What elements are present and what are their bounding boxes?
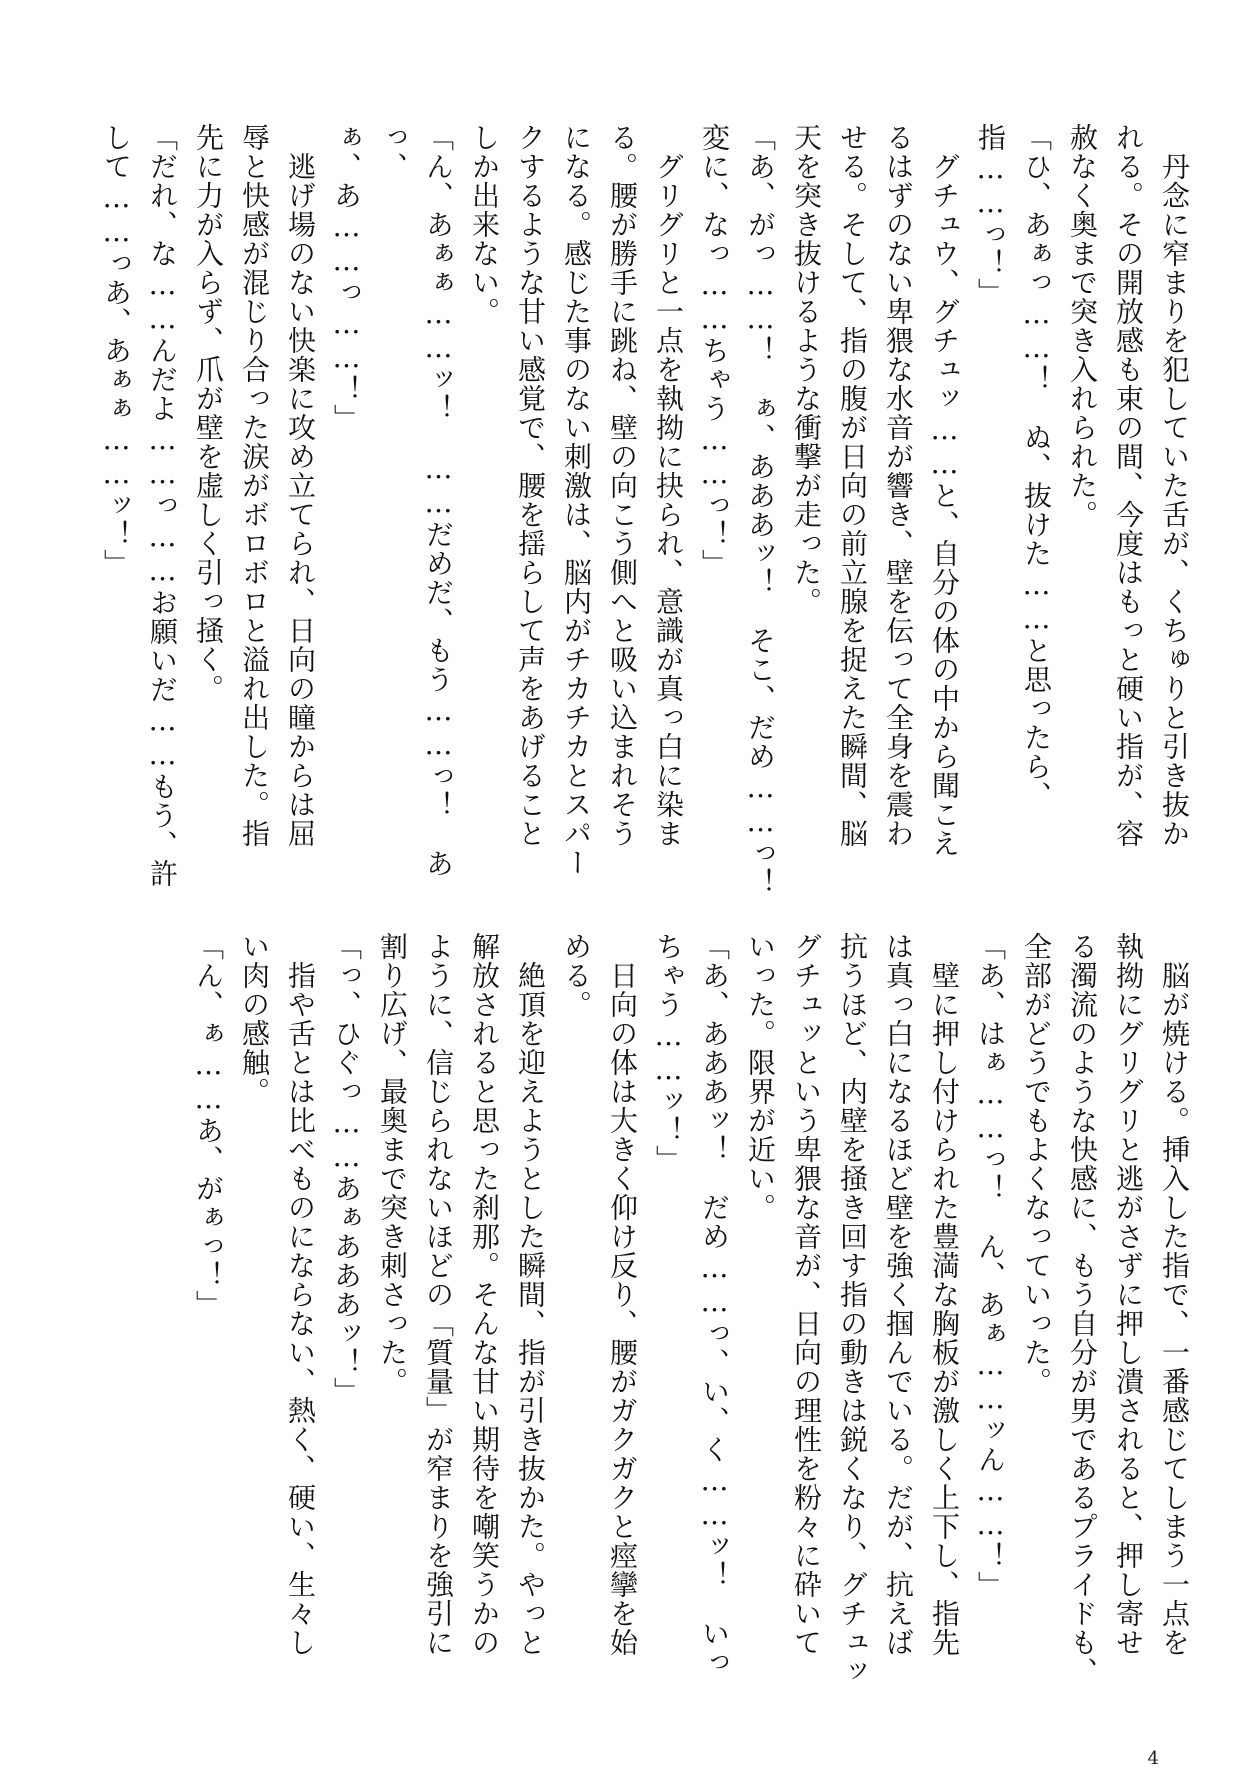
top-text-block <box>100 123 1197 903</box>
text-line: 絶頂を迎えようとした瞬間、指が引き抜かた。やっと <box>514 932 547 1657</box>
text-line: 逃げ場のない快楽に攻め立てられ、日向の瞳からは屈 <box>284 123 317 848</box>
text-line: クするような甘い感覚で、腰を揺らして声をあげること <box>514 123 547 848</box>
text-line: 「ん、あぁぁ……ッ！ ……だめだ、もう……っ！ あっ、 <box>376 123 455 878</box>
text-line: 執拗にグリグリと逃がさずに押し潰されると、押し寄せ <box>1112 932 1145 1657</box>
text-line: グチュウ、グチュッ……と、自分の体の中から聞こえ <box>928 123 961 858</box>
text-line: 指や舌とは比べものにならない、熱く、硬い、生々し <box>284 932 317 1657</box>
text-line: いった。限界が近い。 <box>744 932 777 1222</box>
text-line: 先に力が入らず、爪が壁を虚しく引っ掻く。 <box>192 123 225 703</box>
text-line: 割り広げ、最奥まで突き刺さった。 <box>376 932 409 1396</box>
text-line: る濁流のような快感に、もう自分が男であるプライドも、 <box>1066 932 1099 1686</box>
text-line: 「ひ、あぁっ……！ ぬ、抜けた……と思ったら、指……っ！」 <box>974 123 1053 810</box>
text-line: 赦なく奥まで突き入れられた。 <box>1066 123 1099 529</box>
page-number: 4 <box>1147 1748 1159 1769</box>
text-line: 「あ、あああッ！ だめ……っ、い、く……ッ！ いっ <box>698 932 731 1677</box>
text-line: は真っ白になるほど壁を強く掴んでいる。だが、抗えば <box>882 932 915 1657</box>
bottom-text-block <box>192 932 1197 1712</box>
text-line: 天を突き抜けるような衝撃が走った。 <box>790 123 823 616</box>
text-line: ちゃう……ッ！」 <box>652 932 685 1174</box>
text-line: 「だれ、な……んだよ……っ……お願いだ……もう、許 <box>146 123 179 888</box>
text-line: 丹念に窄まりを犯していた舌が、くちゅりと引き抜か <box>1158 123 1191 848</box>
text-line: グチュッという卑猥な音が、日向の理性を粉々に砕いて <box>790 932 823 1657</box>
text-line: 全部がどうでもよくなっていった。 <box>1020 932 1053 1396</box>
text-line: 壁に押し付けられた豊満な胸板が激しく上下し、指先 <box>928 932 961 1657</box>
text-line: 解放されると思った刹那。そんな甘い期待を嘲笑うかの <box>468 932 501 1657</box>
text-line: 「あ、はぁ……っ！ ん、あぁ……ッん……！」 <box>974 932 1007 1600</box>
text-line: グリグリと一点を執拗に抉られ、意識が真っ白に染ま <box>652 123 685 848</box>
text-line: せる。そして、指の腹が日向の前立腺を捉えた瞬間、脳 <box>836 123 869 848</box>
text-line: 「あ、がっ……！ ぁ、あああッ！ そこ、だめ……っ！ <box>744 123 777 897</box>
text-line: る。腰が勝手に跳ね、壁の向こう側へと吸い込まれそう <box>606 123 639 848</box>
text-line: ぁ、あ……っ……！」 <box>330 123 363 433</box>
text-line: 脳が焼ける。挿入した指で、一番感じてしまう一点を <box>1158 932 1191 1657</box>
text-line: 辱と快感が混じり合った涙がボロボロと溢れ出した。指 <box>238 123 271 848</box>
text-line: ように、信じられないほどの「質量」が窄まりを強引に <box>422 932 455 1657</box>
text-line: 日向の体は大きく仰け反り、腰がガクガクと痙攣を始 <box>606 932 639 1657</box>
text-line: して……っあ、あぁぁ……ッ！」 <box>100 123 133 578</box>
text-line: しか出来ない。 <box>468 123 501 326</box>
text-line: るはずのない卑猥な水音が響き、壁を伝って全身を震わ <box>882 123 915 848</box>
text-line: 変に、なっ……ちゃう……っ！」 <box>698 123 731 578</box>
text-line: める。 <box>560 932 593 1019</box>
text-line: 「っ、ひぐっ……あぁあああッ！」 <box>330 932 363 1406</box>
text-line: れる。その開放感も束の間、今度はもっと硬い指が、容 <box>1112 123 1145 848</box>
text-line: になる。感じた事のない刺激は、脳内がチカチカとスパー <box>560 123 593 877</box>
text-line: 「ん、ぁ……あ、がぁっ！」 <box>192 932 225 1319</box>
text-line: い肉の感触。 <box>238 932 271 1106</box>
text-line: 抗うほど、内壁を掻き回す指の動きは鋭くなり、グチュッ <box>836 932 869 1686</box>
